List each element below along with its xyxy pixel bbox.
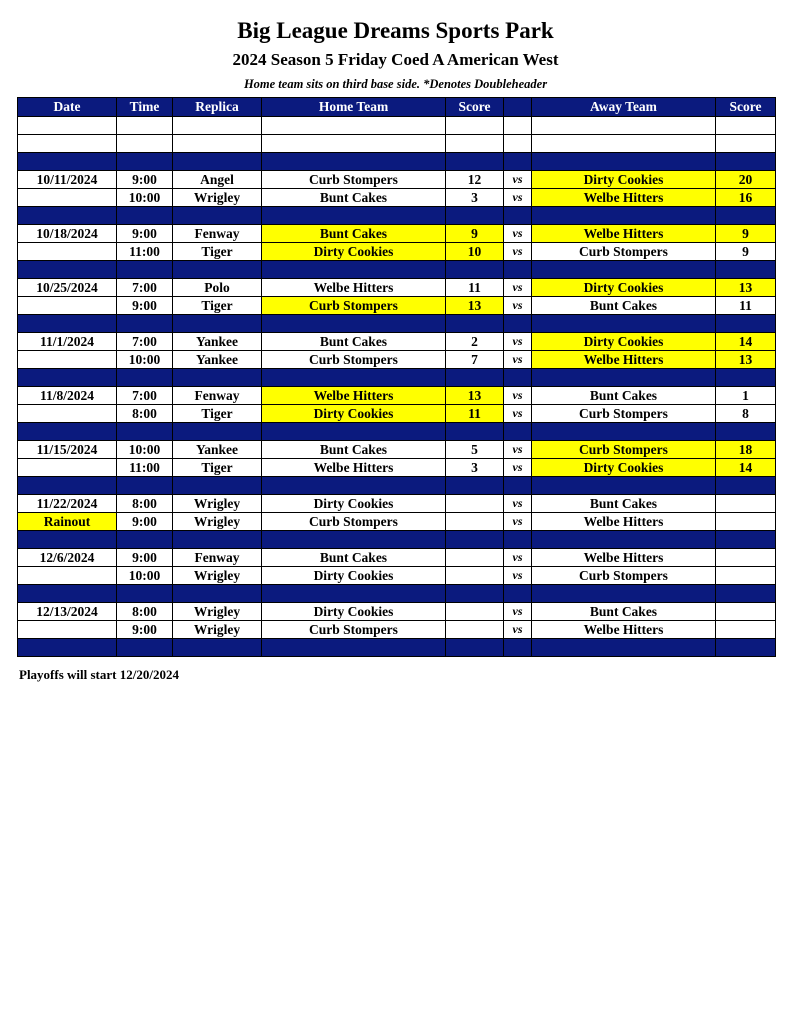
schedule-table <box>17 97 776 657</box>
away-score: 9 <box>716 225 776 243</box>
vs-label: vs <box>504 189 532 207</box>
game-replica: Fenway <box>173 549 262 567</box>
home-team: Bunt Cakes <box>262 549 446 567</box>
blank-row-cell <box>117 135 173 153</box>
vs-label: vs <box>504 603 532 621</box>
column-header-home-score: Score <box>446 98 504 117</box>
week-separator-cell <box>504 261 532 279</box>
week-separator-cell <box>117 585 173 603</box>
blank-row-cell <box>532 117 716 135</box>
away-team: Welbe Hitters <box>532 351 716 369</box>
away-team: Bunt Cakes <box>532 603 716 621</box>
game-date: 10/11/2024 <box>18 171 117 189</box>
away-team: Welbe Hitters <box>532 549 716 567</box>
week-separator-cell <box>117 207 173 225</box>
game-row <box>18 297 776 315</box>
week-separator-cell <box>18 531 117 549</box>
column-header-date: Date <box>18 98 117 117</box>
schedule-body <box>18 117 776 657</box>
vs-label: vs <box>504 333 532 351</box>
week-separator <box>18 639 776 657</box>
blank-row-cell <box>262 135 446 153</box>
vs-label: vs <box>504 567 532 585</box>
vs-label: vs <box>504 243 532 261</box>
blank-row-cell <box>716 135 776 153</box>
week-separator-cell <box>532 639 716 657</box>
home-score <box>446 495 504 513</box>
home-score <box>446 621 504 639</box>
week-separator <box>18 207 776 225</box>
week-separator-cell <box>532 477 716 495</box>
game-time: 8:00 <box>117 495 173 513</box>
week-separator-cell <box>173 207 262 225</box>
week-separator-cell <box>716 639 776 657</box>
week-separator-cell <box>262 207 446 225</box>
away-team: Curb Stompers <box>532 567 716 585</box>
blank-row-cell <box>173 135 262 153</box>
week-separator-cell <box>18 315 117 333</box>
home-score: 10 <box>446 243 504 261</box>
game-replica: Wrigley <box>173 621 262 639</box>
week-separator-cell <box>18 423 117 441</box>
game-row <box>18 405 776 423</box>
game-replica: Yankee <box>173 351 262 369</box>
home-team: Curb Stompers <box>262 171 446 189</box>
home-team: Bunt Cakes <box>262 225 446 243</box>
away-score <box>716 513 776 531</box>
vs-label: vs <box>504 225 532 243</box>
week-separator-cell <box>446 261 504 279</box>
week-separator <box>18 153 776 171</box>
vs-label: vs <box>504 171 532 189</box>
game-replica: Tiger <box>173 459 262 477</box>
week-separator-cell <box>716 585 776 603</box>
game-row <box>18 243 776 261</box>
game-row <box>18 549 776 567</box>
vs-label: vs <box>504 297 532 315</box>
game-date: 10/18/2024 <box>18 225 117 243</box>
game-replica: Tiger <box>173 243 262 261</box>
column-header-away-team: Away Team <box>532 98 716 117</box>
week-separator-cell <box>716 315 776 333</box>
game-time: 9:00 <box>117 171 173 189</box>
blank-row <box>18 117 776 135</box>
week-separator-cell <box>117 315 173 333</box>
game-replica: Wrigley <box>173 189 262 207</box>
game-date <box>18 189 117 207</box>
away-team: Curb Stompers <box>532 405 716 423</box>
game-time: 9:00 <box>117 225 173 243</box>
column-header-home-team: Home Team <box>262 98 446 117</box>
vs-label: vs <box>504 513 532 531</box>
home-team: Bunt Cakes <box>262 189 446 207</box>
game-date: 11/22/2024 <box>18 495 117 513</box>
away-score: 13 <box>716 279 776 297</box>
home-score: 5 <box>446 441 504 459</box>
game-date <box>18 459 117 477</box>
game-date: Rainout <box>18 513 117 531</box>
game-time: 7:00 <box>117 333 173 351</box>
week-separator-cell <box>446 315 504 333</box>
week-separator-cell <box>446 477 504 495</box>
game-time: 11:00 <box>117 459 173 477</box>
away-score <box>716 549 776 567</box>
game-time: 8:00 <box>117 603 173 621</box>
page-subtitle: 2024 Season 5 Friday Coed A American West <box>232 50 559 69</box>
home-team: Dirty Cookies <box>262 495 446 513</box>
home-team: Curb Stompers <box>262 513 446 531</box>
home-score: 2 <box>446 333 504 351</box>
blank-row-cell <box>117 117 173 135</box>
week-separator-cell <box>716 153 776 171</box>
week-separator-cell <box>117 477 173 495</box>
week-separator-cell <box>446 639 504 657</box>
vs-label: vs <box>504 441 532 459</box>
game-time: 9:00 <box>117 621 173 639</box>
game-date <box>18 351 117 369</box>
week-separator-cell <box>532 153 716 171</box>
away-score: 1 <box>716 387 776 405</box>
home-team: Welbe Hitters <box>262 459 446 477</box>
week-separator-cell <box>262 639 446 657</box>
away-team: Welbe Hitters <box>532 189 716 207</box>
week-separator-cell <box>262 423 446 441</box>
game-row <box>18 459 776 477</box>
away-score <box>716 567 776 585</box>
away-score: 20 <box>716 171 776 189</box>
game-replica: Wrigley <box>173 513 262 531</box>
blank-row-cell <box>504 117 532 135</box>
away-score: 14 <box>716 333 776 351</box>
game-row <box>18 621 776 639</box>
week-separator-cell <box>117 531 173 549</box>
week-separator <box>18 315 776 333</box>
blank-row-cell <box>173 117 262 135</box>
week-separator-cell <box>504 153 532 171</box>
week-separator-cell <box>532 423 716 441</box>
blank-row-cell <box>18 135 117 153</box>
game-date: 11/8/2024 <box>18 387 117 405</box>
game-time: 10:00 <box>117 351 173 369</box>
week-separator-cell <box>504 639 532 657</box>
game-time: 9:00 <box>117 549 173 567</box>
game-date: 10/25/2024 <box>18 279 117 297</box>
home-score: 13 <box>446 387 504 405</box>
game-replica: Tiger <box>173 405 262 423</box>
vs-label: vs <box>504 495 532 513</box>
away-team: Curb Stompers <box>532 441 716 459</box>
game-date: 12/13/2024 <box>18 603 117 621</box>
week-separator-cell <box>18 477 117 495</box>
week-separator-cell <box>262 369 446 387</box>
home-score <box>446 549 504 567</box>
away-team: Dirty Cookies <box>532 333 716 351</box>
week-separator-cell <box>504 423 532 441</box>
week-separator-cell <box>504 477 532 495</box>
game-row <box>18 189 776 207</box>
week-separator-cell <box>262 585 446 603</box>
week-separator-cell <box>18 639 117 657</box>
page-title: Big League Dreams Sports Park <box>237 18 554 43</box>
game-replica: Yankee <box>173 333 262 351</box>
week-separator-cell <box>504 585 532 603</box>
home-team: Dirty Cookies <box>262 603 446 621</box>
game-date: 11/1/2024 <box>18 333 117 351</box>
vs-label: vs <box>504 459 532 477</box>
game-row <box>18 225 776 243</box>
week-separator-cell <box>18 585 117 603</box>
away-score: 11 <box>716 297 776 315</box>
game-time: 10:00 <box>117 567 173 585</box>
game-row <box>18 333 776 351</box>
away-score: 16 <box>716 189 776 207</box>
home-score: 9 <box>446 225 504 243</box>
home-team: Bunt Cakes <box>262 333 446 351</box>
away-team: Welbe Hitters <box>532 621 716 639</box>
away-score: 9 <box>716 243 776 261</box>
column-header-time: Time <box>117 98 173 117</box>
playoffs-note: Playoffs will start 12/20/2024 <box>19 667 179 682</box>
week-separator-cell <box>532 207 716 225</box>
game-replica: Fenway <box>173 387 262 405</box>
home-team: Bunt Cakes <box>262 441 446 459</box>
week-separator-cell <box>446 153 504 171</box>
week-separator-cell <box>532 261 716 279</box>
week-separator-cell <box>18 153 117 171</box>
blank-row-cell <box>446 117 504 135</box>
week-separator-cell <box>716 423 776 441</box>
week-separator <box>18 477 776 495</box>
week-separator-cell <box>504 369 532 387</box>
away-score <box>716 495 776 513</box>
away-team: Curb Stompers <box>532 243 716 261</box>
game-row <box>18 441 776 459</box>
away-team: Dirty Cookies <box>532 279 716 297</box>
column-header-vs <box>504 98 532 117</box>
home-team: Welbe Hitters <box>262 279 446 297</box>
home-score: 12 <box>446 171 504 189</box>
away-team: Dirty Cookies <box>532 459 716 477</box>
week-separator-cell <box>173 153 262 171</box>
game-replica: Wrigley <box>173 603 262 621</box>
game-date <box>18 297 117 315</box>
game-date <box>18 243 117 261</box>
week-separator-cell <box>716 477 776 495</box>
home-score: 11 <box>446 279 504 297</box>
week-separator-cell <box>117 423 173 441</box>
game-row <box>18 387 776 405</box>
game-replica: Yankee <box>173 441 262 459</box>
week-separator-cell <box>117 369 173 387</box>
home-score: 11 <box>446 405 504 423</box>
week-separator-cell <box>173 531 262 549</box>
header-row <box>18 98 776 117</box>
blank-row-cell <box>532 135 716 153</box>
week-separator-cell <box>716 369 776 387</box>
vs-label: vs <box>504 387 532 405</box>
game-replica: Wrigley <box>173 495 262 513</box>
week-separator-cell <box>504 207 532 225</box>
week-separator-cell <box>173 477 262 495</box>
home-score: 3 <box>446 459 504 477</box>
home-team: Curb Stompers <box>262 621 446 639</box>
week-separator-cell <box>173 585 262 603</box>
game-date <box>18 621 117 639</box>
blank-row-cell <box>716 117 776 135</box>
week-separator-cell <box>117 261 173 279</box>
week-separator-cell <box>532 369 716 387</box>
away-score: 14 <box>716 459 776 477</box>
game-row <box>18 279 776 297</box>
week-separator <box>18 423 776 441</box>
week-separator-cell <box>446 585 504 603</box>
blank-row <box>18 135 776 153</box>
away-team: Bunt Cakes <box>532 495 716 513</box>
week-separator-cell <box>446 531 504 549</box>
game-time: 9:00 <box>117 513 173 531</box>
week-separator-cell <box>504 531 532 549</box>
away-team: Bunt Cakes <box>532 297 716 315</box>
week-separator <box>18 369 776 387</box>
week-separator-cell <box>446 423 504 441</box>
home-score <box>446 513 504 531</box>
home-score: 13 <box>446 297 504 315</box>
week-separator <box>18 585 776 603</box>
week-separator-cell <box>173 315 262 333</box>
home-team: Curb Stompers <box>262 297 446 315</box>
away-team: Welbe Hitters <box>532 513 716 531</box>
away-score: 18 <box>716 441 776 459</box>
away-score: 8 <box>716 405 776 423</box>
blank-row-cell <box>262 117 446 135</box>
away-team: Bunt Cakes <box>532 387 716 405</box>
away-team: Welbe Hitters <box>532 225 716 243</box>
week-separator-cell <box>173 639 262 657</box>
game-date: 12/6/2024 <box>18 549 117 567</box>
week-separator-cell <box>446 369 504 387</box>
week-separator-cell <box>173 423 262 441</box>
week-separator-cell <box>262 315 446 333</box>
home-team: Dirty Cookies <box>262 405 446 423</box>
seating-note: Home team sits on third base side. *Denotes Doubleheader <box>243 77 548 91</box>
game-replica: Polo <box>173 279 262 297</box>
week-separator-cell <box>117 639 173 657</box>
away-team: Dirty Cookies <box>532 171 716 189</box>
week-separator-cell <box>262 153 446 171</box>
blank-row-cell <box>504 135 532 153</box>
week-separator-cell <box>117 153 173 171</box>
game-time: 9:00 <box>117 297 173 315</box>
game-row <box>18 351 776 369</box>
home-team: Dirty Cookies <box>262 243 446 261</box>
home-team: Welbe Hitters <box>262 387 446 405</box>
week-separator-cell <box>504 315 532 333</box>
away-score <box>716 621 776 639</box>
away-score <box>716 603 776 621</box>
game-time: 7:00 <box>117 387 173 405</box>
vs-label: vs <box>504 351 532 369</box>
column-header-replica: Replica <box>173 98 262 117</box>
vs-label: vs <box>504 621 532 639</box>
game-time: 7:00 <box>117 279 173 297</box>
game-row <box>18 513 776 531</box>
week-separator-cell <box>716 261 776 279</box>
week-separator-cell <box>532 585 716 603</box>
week-separator-cell <box>532 531 716 549</box>
week-separator-cell <box>173 261 262 279</box>
week-separator-cell <box>716 531 776 549</box>
week-separator <box>18 531 776 549</box>
blank-row-cell <box>446 135 504 153</box>
home-team: Dirty Cookies <box>262 567 446 585</box>
away-score: 13 <box>716 351 776 369</box>
game-date <box>18 405 117 423</box>
game-date: 11/15/2024 <box>18 441 117 459</box>
vs-label: vs <box>504 279 532 297</box>
home-score <box>446 567 504 585</box>
week-separator-cell <box>716 207 776 225</box>
week-separator-cell <box>173 369 262 387</box>
home-score: 3 <box>446 189 504 207</box>
game-replica: Angel <box>173 171 262 189</box>
game-row <box>18 495 776 513</box>
home-score: 7 <box>446 351 504 369</box>
game-row <box>18 567 776 585</box>
week-separator-cell <box>446 207 504 225</box>
week-separator-cell <box>262 261 446 279</box>
vs-label: vs <box>504 405 532 423</box>
game-time: 11:00 <box>117 243 173 261</box>
game-replica: Wrigley <box>173 567 262 585</box>
game-row <box>18 603 776 621</box>
game-row <box>18 171 776 189</box>
blank-row-cell <box>18 117 117 135</box>
game-time: 10:00 <box>117 189 173 207</box>
week-separator <box>18 261 776 279</box>
week-separator-cell <box>262 531 446 549</box>
week-separator-cell <box>532 315 716 333</box>
week-separator-cell <box>262 477 446 495</box>
week-separator-cell <box>18 369 117 387</box>
week-separator-cell <box>18 207 117 225</box>
game-time: 8:00 <box>117 405 173 423</box>
home-team: Curb Stompers <box>262 351 446 369</box>
game-replica: Fenway <box>173 225 262 243</box>
game-replica: Tiger <box>173 297 262 315</box>
game-time: 10:00 <box>117 441 173 459</box>
vs-label: vs <box>504 549 532 567</box>
column-header-away-score: Score <box>716 98 776 117</box>
home-score <box>446 603 504 621</box>
week-separator-cell <box>18 261 117 279</box>
game-date <box>18 567 117 585</box>
